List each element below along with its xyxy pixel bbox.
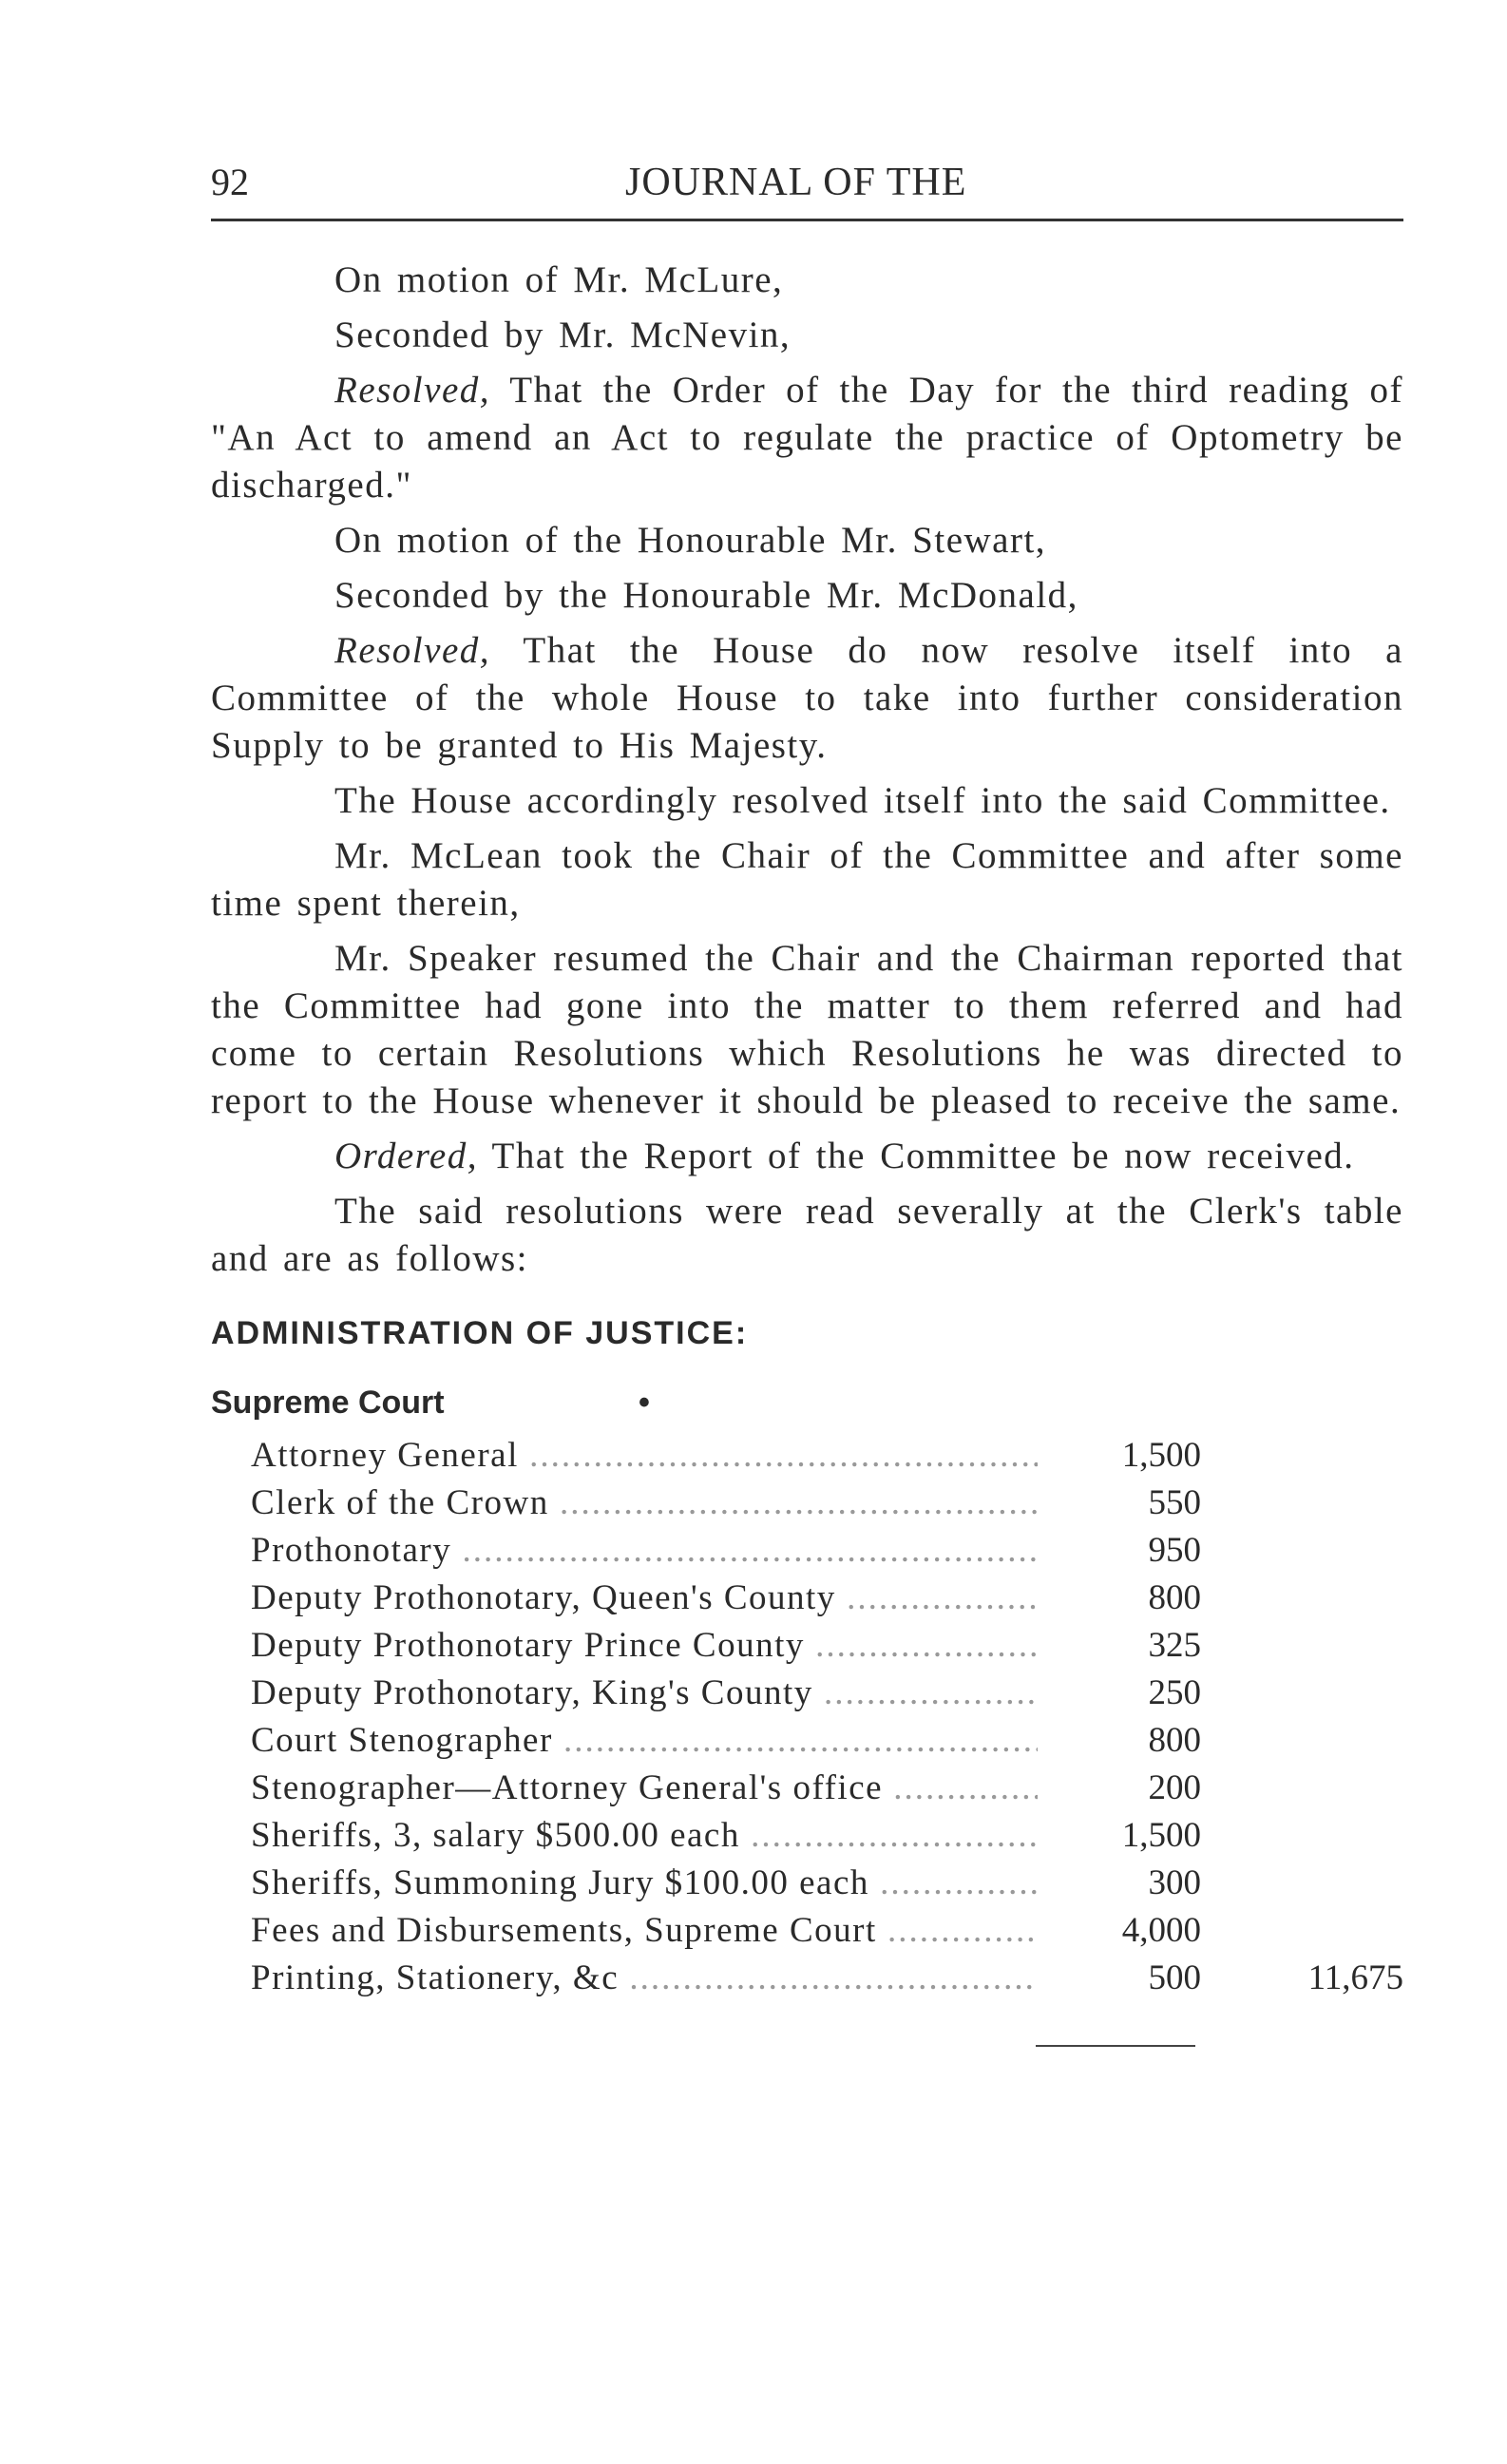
item-label: Clerk of the Crown ..... [251, 1482, 1201, 1523]
item-label: Deputy Prothonotary Prince County ..... [251, 1625, 1201, 1666]
proceedings-paragraph: The said resolutions were read severally at the Clerk's table and are as follows: [211, 1191, 1403, 1279]
item-amount-cell [1038, 1435, 1201, 1482]
resolution-text: That the Order of the Day for the third reading of "An Act to amend an Act to regulate the practice of Optometry be discharged." [211, 370, 1403, 506]
item-label: Fees and Disbursements, Supreme Court ..... [251, 1910, 1201, 1951]
proceedings-paragraph: Mr. McLean took the Chair of the Committee and after some time spent therein, [211, 835, 1403, 924]
item-label: Sheriffs, Summoning Jury $100.00 each ..... [251, 1862, 1201, 1903]
running-head: JOURNAL OF THE [625, 161, 967, 204]
resolution-paragraph [211, 627, 1403, 770]
table-row [211, 1862, 1403, 1910]
table-row [211, 1625, 1403, 1672]
total-cell [1201, 1720, 1403, 1767]
total-cell [1201, 1482, 1403, 1530]
page-number: 92 [211, 161, 249, 203]
total-rule [1036, 2045, 1195, 2047]
resolution-paragraph [211, 367, 1403, 509]
item-label: Court Stenographer ..... [251, 1720, 1201, 1761]
item-amount-cell [1038, 1720, 1201, 1767]
proceedings-paragraph: The House accordingly resolved itself into the said Committee. [334, 780, 1391, 821]
order-paragraph [211, 1133, 1403, 1180]
item-amount-cell [1038, 1482, 1201, 1530]
total-cell [1201, 1958, 1403, 2005]
total-cell [1201, 1577, 1403, 1625]
proceedings-paragraph: Mr. Speaker resumed the Chair and the Chairman reported that the Committee had gone into the matter to them referred and had come to certain Resolutions which Resolutions he was directed to report to the House whenever it should be pleased to receive the same. [211, 938, 1403, 1121]
item-amount-cell [1038, 1767, 1201, 1815]
ordered-lead: Ordered, [334, 1136, 478, 1176]
total-cell [1201, 1625, 1403, 1672]
order-text: That the Report of the Committee be now received. [478, 1136, 1355, 1176]
item-label: Deputy Prothonotary, King's County ..... [251, 1672, 1201, 1713]
total-cell [1201, 1815, 1403, 1862]
motion-line: On motion of the Honourable Mr. Stewart, [334, 520, 1047, 561]
table-row [211, 1958, 1403, 2005]
item-label: Deputy Prothonotary, Queen's County ..... [251, 1577, 1201, 1618]
table-row [211, 1815, 1403, 1862]
item-label: Prothonotary ..... [251, 1530, 1201, 1571]
table-row [211, 1577, 1403, 1625]
table-row [211, 1672, 1403, 1720]
total-cell [1201, 1767, 1403, 1815]
item-amount: 800 [1148, 1721, 1201, 1760]
item-amount-cell [1038, 1530, 1201, 1577]
item-amount-cell [1038, 1862, 1201, 1910]
item-amount-cell [1038, 1672, 1201, 1720]
table-row [211, 1530, 1403, 1577]
table-row [211, 1910, 1403, 1958]
item-amount: 950 [1148, 1531, 1201, 1570]
resolved-lead: Resolved, [334, 370, 491, 411]
total-cell [1201, 1672, 1403, 1720]
table-row [211, 1435, 1403, 1482]
resolved-lead: Resolved, [334, 630, 491, 671]
item-amount: 325 [1148, 1626, 1201, 1665]
item-amount: 500 [1148, 1958, 1201, 1997]
section-heading: ADMINISTRATION OF JUSTICE: [211, 1315, 749, 1351]
table-row [211, 1720, 1403, 1767]
item-label: Printing, Stationery, &c ..... [251, 1958, 1201, 1998]
resolution-text: That the House do now resolve itself into a Committee of the whole House to take into further consideration Supply to be granted to His Majesty. [211, 630, 1403, 766]
table-row [211, 1482, 1403, 1530]
item-amount: 4,000 [1121, 1911, 1201, 1950]
table-row [211, 1767, 1403, 1815]
item-amount: 200 [1148, 1768, 1201, 1807]
total-cell [1201, 1910, 1403, 1958]
item-amount: 1,500 [1121, 1436, 1201, 1475]
item-amount-cell [1038, 1910, 1201, 1958]
motion-line: On motion of Mr. McLure, [334, 259, 784, 300]
journal-body [211, 257, 1403, 2047]
section-total: 11,675 [1307, 1958, 1403, 1997]
item-amount: 250 [1148, 1673, 1201, 1712]
item-amount-cell [1038, 1577, 1201, 1625]
appropriation-table [211, 1435, 1403, 2005]
total-cell [1201, 1862, 1403, 1910]
item-amount: 1,500 [1121, 1816, 1201, 1855]
total-cell [1201, 1530, 1403, 1577]
item-amount-cell [1038, 1815, 1201, 1862]
item-amount: 550 [1148, 1483, 1201, 1522]
item-label: Sheriffs, 3, salary $500.00 each ..... [251, 1815, 1201, 1856]
sub-heading-mark: • [639, 1385, 650, 1421]
item-amount-cell [1038, 1958, 1201, 2005]
total-cell [1201, 1435, 1403, 1482]
sub-heading-text: Supreme Court [211, 1385, 445, 1421]
item-amount: 800 [1148, 1578, 1201, 1617]
item-label: Stenographer—Attorney General's office ..... [251, 1767, 1201, 1808]
item-amount-cell [1038, 1625, 1201, 1672]
item-amount: 300 [1148, 1863, 1201, 1902]
item-label: Attorney General ..... [251, 1435, 1201, 1476]
header-rule [211, 219, 1403, 221]
sub-heading [211, 1385, 1403, 1422]
page-header [211, 152, 1403, 219]
seconded-line: Seconded by the Honourable Mr. McDonald, [334, 575, 1078, 616]
seconded-line: Seconded by Mr. McNevin, [334, 315, 792, 355]
